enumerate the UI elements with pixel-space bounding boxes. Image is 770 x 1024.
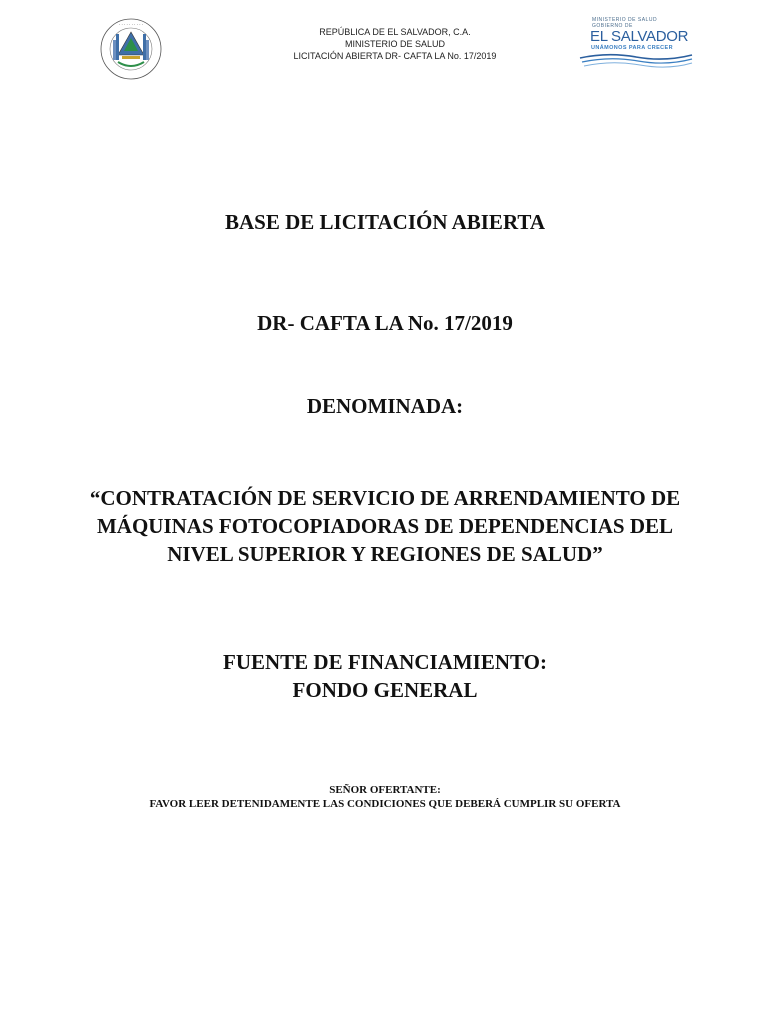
header-line-country: REPÚBLICA DE EL SALVADOR, C.A. (319, 27, 471, 37)
header-line-ministry: MINISTERIO DE SALUD (344, 39, 445, 49)
subject-line: NIVEL SUPERIOR Y REGIONES DE SALUD” (167, 542, 603, 566)
bidder-notice (0, 783, 770, 811)
header-line-tender: LICITACIÓN ABIERTA DR- CAFTA LA No. 17/2019 (293, 51, 497, 61)
document-title: BASE DE LICITACIÓN ABIERTA (225, 210, 545, 234)
tender-reference: DR- CAFTA LA No. 17/2019 (257, 311, 513, 335)
logo-ministry-label: MINISTERIO DE SALUD (592, 17, 658, 23)
notice-text: FAVOR LEER DETENIDAMENTE LAS CONDICIONES QUE DEBERÁ CUMPLIR SU OFERTA (149, 798, 621, 810)
el-salvador-coat-of-arms-icon (100, 18, 162, 80)
tender-subject (0, 484, 770, 568)
funding-source (0, 648, 770, 704)
funding-label: FUENTE DE FINANCIAMIENTO: (223, 650, 547, 674)
logo-country-name: EL SALVADOR (590, 28, 689, 45)
funding-value: FONDO GENERAL (292, 678, 478, 702)
document-header (230, 26, 560, 62)
notice-heading: SEÑOR OFERTANTE: (329, 784, 441, 796)
subject-line: “CONTRATACIÓN DE SERVICIO DE ARRENDAMIENTO DE (89, 486, 681, 510)
denomination-label: DENOMINADA: (306, 394, 464, 418)
svg-text:· · · · · · · · · ·: · · · · · · · · · · (118, 22, 144, 27)
ministry-logo (578, 14, 694, 70)
logo-tagline: UNÁMONOS PARA CRECER (591, 45, 673, 51)
logo-waves-icon (578, 52, 694, 70)
subject-line: MÁQUINAS FOTOCOPIADORAS DE DEPENDENCIAS DEL (96, 514, 673, 538)
logo-government-label: GOBIERNO DE (592, 23, 633, 29)
